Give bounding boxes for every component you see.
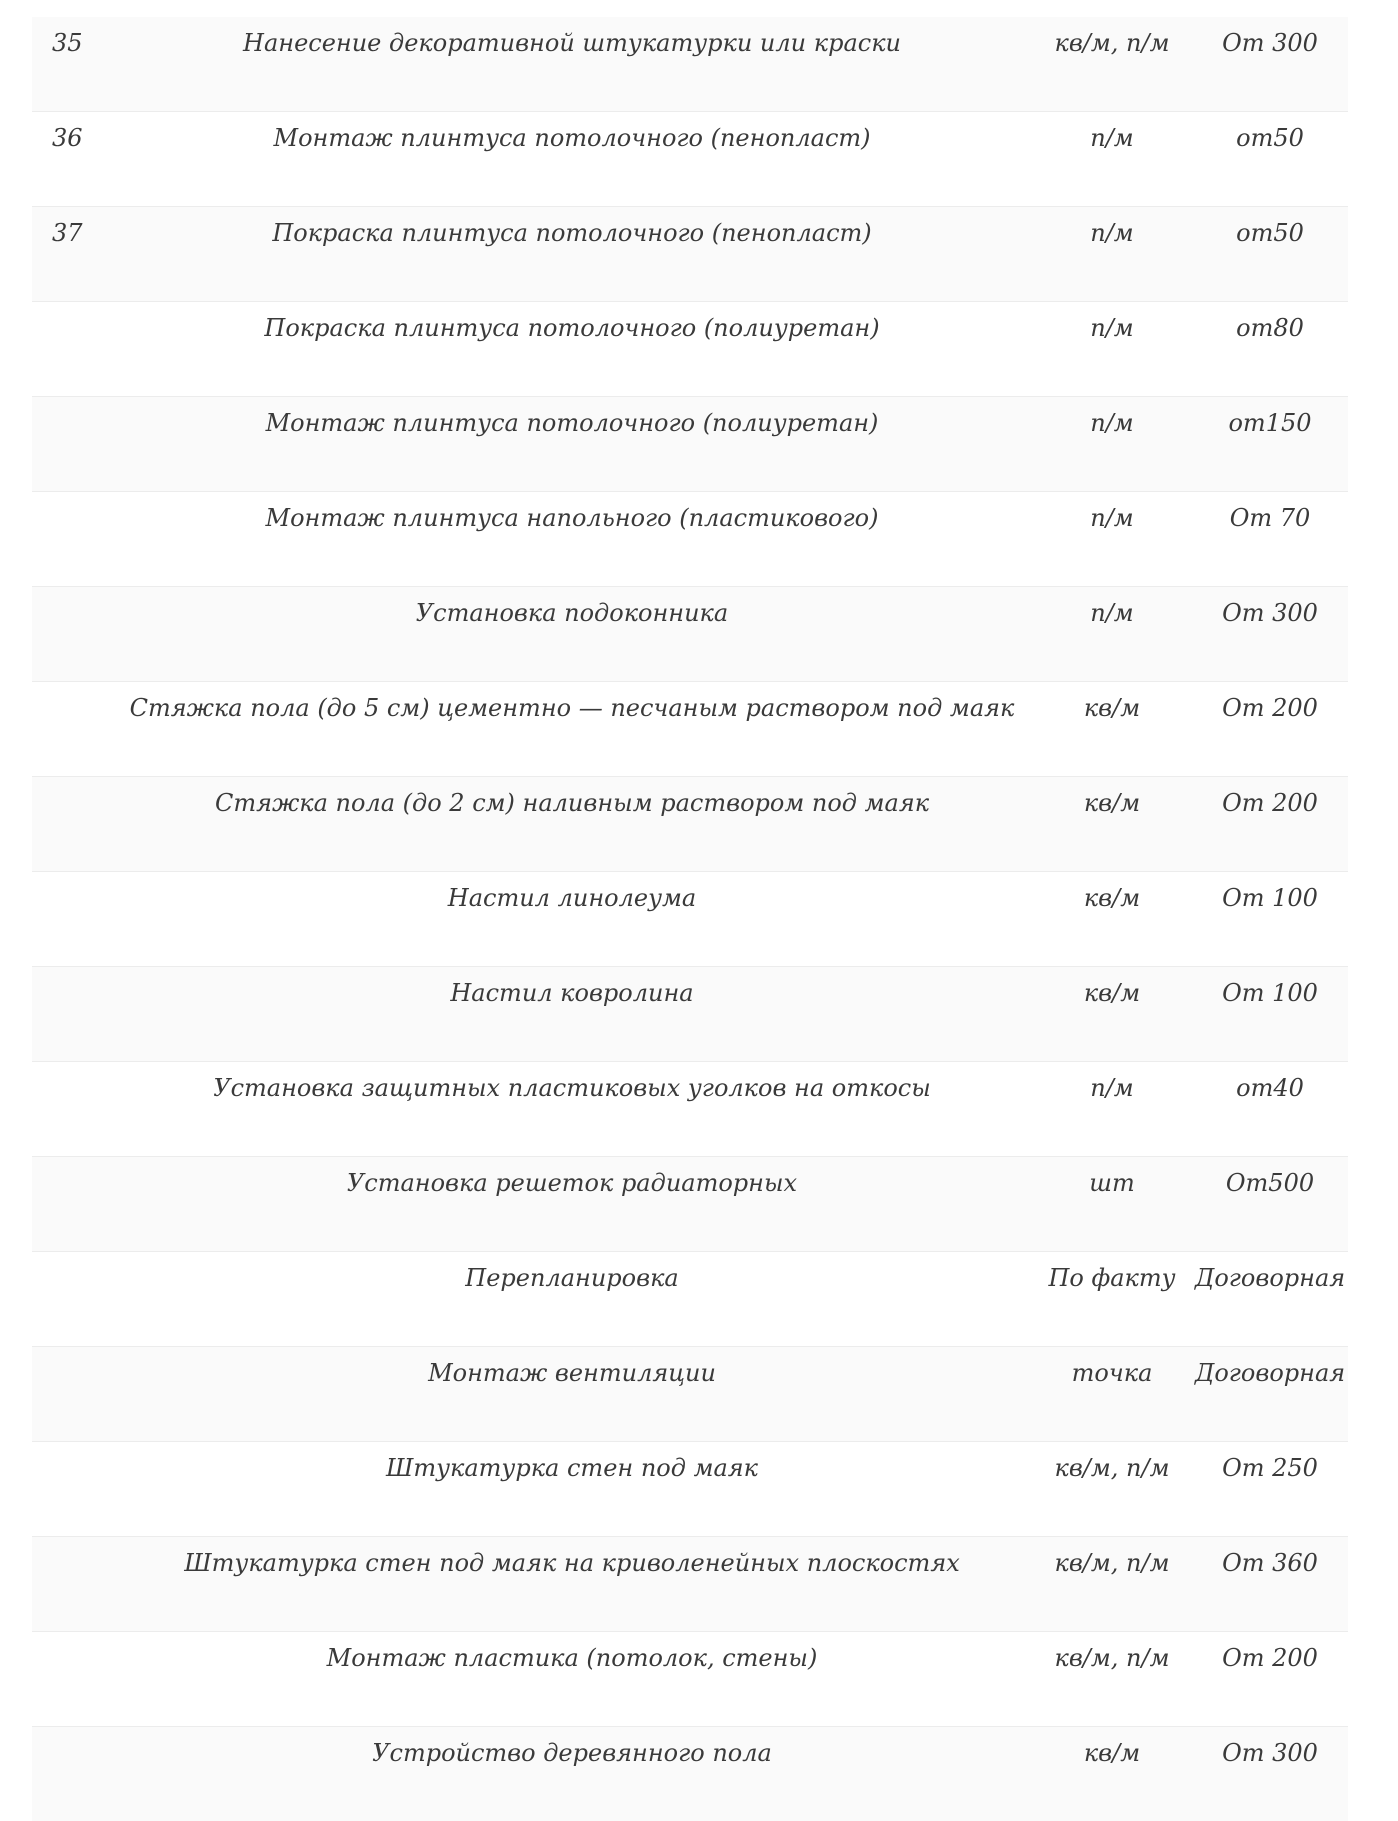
service-name: Установка подоконника: [415, 599, 729, 627]
table-row: [32, 776, 1348, 871]
price: От500: [1225, 1169, 1315, 1197]
price: От 300: [1222, 1739, 1318, 1767]
table-row: [32, 396, 1348, 491]
price: От 300: [1222, 29, 1318, 57]
table-row: [32, 17, 1348, 111]
price: От 250: [1222, 1454, 1318, 1482]
price: Договорная: [1194, 1359, 1346, 1387]
table-row: [32, 1251, 1348, 1346]
service-name: Монтаж плинтуса потолочного (полиуретан): [265, 409, 879, 437]
unit: п/м: [1090, 314, 1134, 342]
table-row: [32, 586, 1348, 681]
unit: точка: [1071, 1359, 1153, 1387]
table-row: [32, 1346, 1348, 1441]
service-name: Покраска плинтуса потолочного (пенопласт): [272, 219, 872, 247]
price: от50: [1236, 124, 1304, 152]
service-name: Установка решеток радиаторных: [346, 1169, 798, 1197]
unit: кв/м: [1083, 979, 1141, 1007]
service-name: Устройство деревянного пола: [372, 1739, 772, 1767]
unit: кв/м: [1083, 789, 1141, 817]
unit: п/м: [1090, 409, 1134, 437]
table-row: [32, 871, 1348, 966]
service-name: Настил ковролина: [450, 979, 694, 1007]
table-row: [32, 491, 1348, 586]
unit: кв/м, п/м: [1054, 1549, 1170, 1577]
service-name: Штукатурка стен под маяк на криволенейных плоскостях: [184, 1549, 960, 1577]
price: От 100: [1222, 979, 1318, 1007]
price: От 360: [1222, 1549, 1318, 1577]
unit: По факту: [1048, 1264, 1176, 1292]
table-row: [32, 1536, 1348, 1631]
price: От 200: [1222, 789, 1318, 817]
table-row: [32, 1726, 1348, 1821]
service-name: Установка защитных пластиковых уголков на откосы: [213, 1074, 931, 1102]
service-name: Стяжка пола (до 2 см) наливным раствором под маяк: [214, 789, 930, 817]
row-number: 36: [52, 124, 83, 152]
table-row: [32, 1631, 1348, 1726]
price: От 200: [1222, 1644, 1318, 1672]
unit: шт: [1089, 1169, 1135, 1197]
service-name: Стяжка пола (до 5 см) цементно — песчаным раствором под маяк: [129, 694, 1015, 722]
price: от150: [1228, 409, 1312, 437]
unit: кв/м, п/м: [1054, 1644, 1170, 1672]
table-row: [32, 206, 1348, 301]
unit: п/м: [1090, 599, 1134, 627]
service-name: Нанесение декоративной штукатурки или краски: [243, 29, 901, 57]
table-row: [32, 301, 1348, 396]
price: От 70: [1229, 504, 1311, 532]
unit: п/м: [1090, 124, 1134, 152]
unit: кв/м: [1083, 884, 1141, 912]
service-name: Монтаж плинтуса напольного (пластикового): [265, 504, 879, 532]
service-name: Перепланировка: [465, 1264, 679, 1292]
table-row: [32, 681, 1348, 776]
table-row: [32, 1156, 1348, 1251]
service-name: Монтаж вентиляции: [428, 1359, 716, 1387]
service-name: Монтаж пластика (потолок, стены): [326, 1644, 818, 1672]
price-table: [32, 17, 1348, 1821]
unit: п/м: [1090, 1074, 1134, 1102]
unit: п/м: [1090, 219, 1134, 247]
row-number: 35: [52, 29, 83, 57]
table-row: [32, 111, 1348, 206]
table-row: [32, 966, 1348, 1061]
table-row: [32, 1441, 1348, 1536]
service-name: Штукатурка стен под маяк: [385, 1454, 759, 1482]
price: от80: [1236, 314, 1304, 342]
unit: кв/м: [1083, 694, 1141, 722]
price: от50: [1236, 219, 1304, 247]
price: от40: [1236, 1074, 1304, 1102]
row-number: 37: [52, 219, 83, 247]
unit: кв/м: [1083, 1739, 1141, 1767]
service-name: Настил линолеума: [447, 884, 697, 912]
service-name: Монтаж плинтуса потолочного (пенопласт): [273, 124, 871, 152]
unit: кв/м, п/м: [1054, 1454, 1170, 1482]
price: От 100: [1222, 884, 1318, 912]
service-name: Покраска плинтуса потолочного (полиуретан): [264, 314, 880, 342]
price: От 300: [1222, 599, 1318, 627]
price: Договорная: [1194, 1264, 1346, 1292]
unit: кв/м, п/м: [1054, 29, 1170, 57]
table-row: [32, 1061, 1348, 1156]
price: От 200: [1222, 694, 1318, 722]
unit: п/м: [1090, 504, 1134, 532]
